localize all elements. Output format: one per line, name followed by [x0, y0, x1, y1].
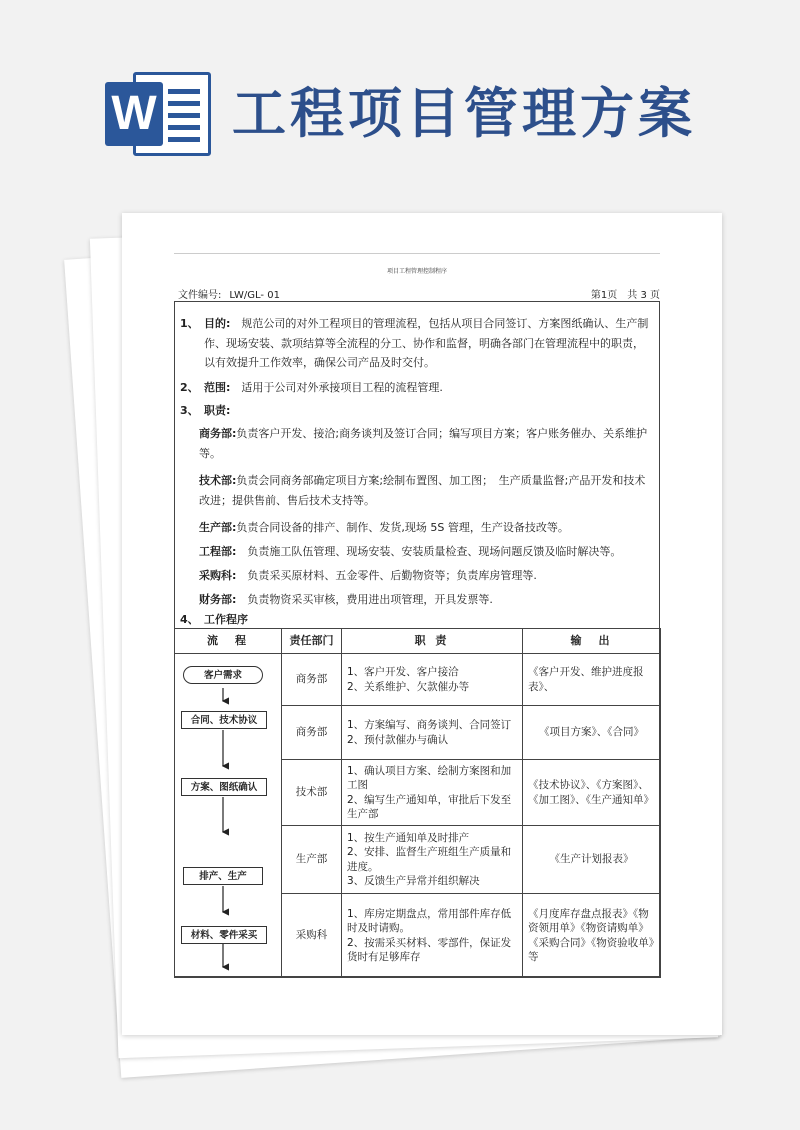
dept-cell: 商务部 — [282, 654, 342, 706]
flowchart-cell — [175, 654, 282, 978]
duty-line: 1、确认项目方案、绘制方案图和加工图 — [347, 764, 512, 791]
section-number: 4、 — [180, 613, 199, 626]
dept-cell: 生产部 — [282, 826, 342, 894]
duty-line: 2、编写生产通知单，审批后下发至生产部 — [347, 793, 512, 820]
section-label: 目的: — [204, 317, 231, 330]
output-cell: 《客户开发、维护进度报表》、 — [523, 654, 661, 706]
column-header: 流 程 — [175, 629, 282, 654]
duty-line: 1、库房定期盘点，常用部件库存低时及时请购。 — [347, 907, 512, 934]
duty-line: 2、关系维护、欠款催办等 — [347, 680, 470, 693]
dept-cell: 技术部 — [282, 760, 342, 826]
document-page — [122, 213, 722, 1035]
duty-cell — [342, 760, 523, 826]
banner-title: 工程项目管理方案 — [232, 81, 696, 145]
section-duties — [175, 401, 653, 421]
output-cell: 《月度库存盘点报表》《物资领用单》《物资请购单》《采购合同》《物资验收单》等 — [523, 894, 661, 978]
duty-text: 负责合同设备的排产、制作、发货,现场 5S 管理，生产设备技改等。 — [236, 521, 569, 534]
flow-node-contract: 合同、技术协议 — [181, 711, 267, 729]
output-cell: 《技术协议》、《方案图》、《加工图》、《生产通知单》 — [523, 760, 661, 826]
file-number-label: 文件编号: — [178, 290, 222, 301]
duty-item — [199, 566, 649, 586]
duty-item — [199, 542, 649, 562]
duty-text: 负责物资采买审核，费用进出项管理，开具发票等. — [247, 593, 493, 606]
flow-node-procurement: 材料、零件采买 — [181, 926, 267, 944]
procedure-table — [174, 628, 661, 978]
file-number-value: LW/GL- 01 — [229, 290, 280, 301]
duty-item — [199, 471, 649, 510]
duty-cell — [342, 654, 523, 706]
duty-dept: 技术部: — [199, 474, 237, 487]
output-cell: 《项目方案》、《合同》 — [523, 706, 661, 760]
section-purpose — [175, 314, 653, 373]
duty-dept: 工程部: — [199, 545, 237, 558]
column-header: 责任部门 — [282, 629, 342, 654]
duty-line: 2、安排、监督生产班组生产质量和进度。 — [347, 846, 512, 873]
output-cell: 《生产计划报表》 — [523, 826, 661, 894]
section-number: 1、 — [180, 317, 199, 330]
duty-item — [199, 424, 649, 463]
column-header: 输 出 — [523, 629, 661, 654]
duty-line: 1、方案编写、商务谈判、合同签订 — [347, 719, 512, 731]
duty-dept: 采购科: — [199, 569, 237, 582]
duty-item — [199, 518, 649, 538]
duty-item — [199, 590, 649, 610]
duty-cell — [342, 826, 523, 894]
section-procedure — [175, 610, 653, 630]
duty-cell — [342, 894, 523, 978]
duty-text: 负责施工队伍管理、现场安装、安装质量检查、现场问题反馈及临时解决等。 — [247, 545, 622, 558]
duty-dept: 商务部: — [199, 427, 237, 440]
table-header-row — [175, 629, 661, 654]
column-header: 职 责 — [342, 629, 523, 654]
duty-dept: 生产部: — [199, 521, 237, 534]
flow-node-plan-confirm: 方案、图纸确认 — [181, 778, 267, 796]
dept-cell: 采购科 — [282, 894, 342, 978]
duty-text: 负责采买原材料、五金零件、后勤物资等；负责库房管理等. — [247, 569, 537, 582]
duty-line: 1、按生产通知单及时排产 — [347, 831, 470, 844]
running-header: 项目工程管理控制程序 — [386, 268, 447, 275]
duty-cell — [342, 706, 523, 760]
section-number: 3、 — [180, 404, 199, 417]
section-number: 2、 — [180, 381, 199, 394]
flowchart-connectors — [175, 654, 280, 972]
page-info: 第1页 共 3 页 — [590, 290, 660, 301]
duty-text: 负责会同商务部确定项目方案;绘制布置图、加工图； 生产质量监督;产品开发和技术改进；提供售前、售后技术支持等。 — [199, 474, 646, 507]
content-frame — [174, 301, 660, 977]
duty-line: 3、反馈生产异常并组织解决 — [347, 875, 480, 887]
duty-line: 2、预付款催办与确认 — [347, 733, 449, 746]
duty-text: 负责客户开发、接洽;商务谈判及签订合同；编写项目方案；客户账务催办、关系维护等。 — [199, 427, 648, 460]
duty-line: 2、按需采买材料、零部件，保证发货时有足够库存 — [347, 936, 512, 963]
word-logo-icon — [105, 72, 213, 156]
section-label: 职责: — [204, 404, 231, 417]
dept-cell: 商务部 — [282, 706, 342, 760]
duty-dept: 财务部: — [199, 593, 237, 606]
section-scope — [175, 378, 653, 398]
section-text: 适用于公司对外承接项目工程的流程管理. — [241, 381, 443, 394]
word-letter: W — [105, 82, 163, 146]
flow-node-production: 排产、生产 — [183, 867, 263, 885]
file-number — [178, 286, 280, 301]
flow-node-customer-demand: 客户需求 — [183, 666, 263, 684]
section-text: 规范公司的对外工程项目的管理流程，包括从项目合同签订、方案图纸确认、生产制作、现场安装、款项结算等全流程的分工、协作和监督，明确各部门在管理流程中的职责，以有效提升工作效率，确保公司产品及时交付。 — [204, 317, 649, 369]
duty-line: 1、客户开发、客户接洽 — [347, 666, 459, 678]
section-label: 工作程序 — [204, 613, 248, 626]
section-label: 范围: — [204, 381, 231, 394]
table-row — [175, 654, 661, 706]
header-rule — [174, 253, 660, 254]
